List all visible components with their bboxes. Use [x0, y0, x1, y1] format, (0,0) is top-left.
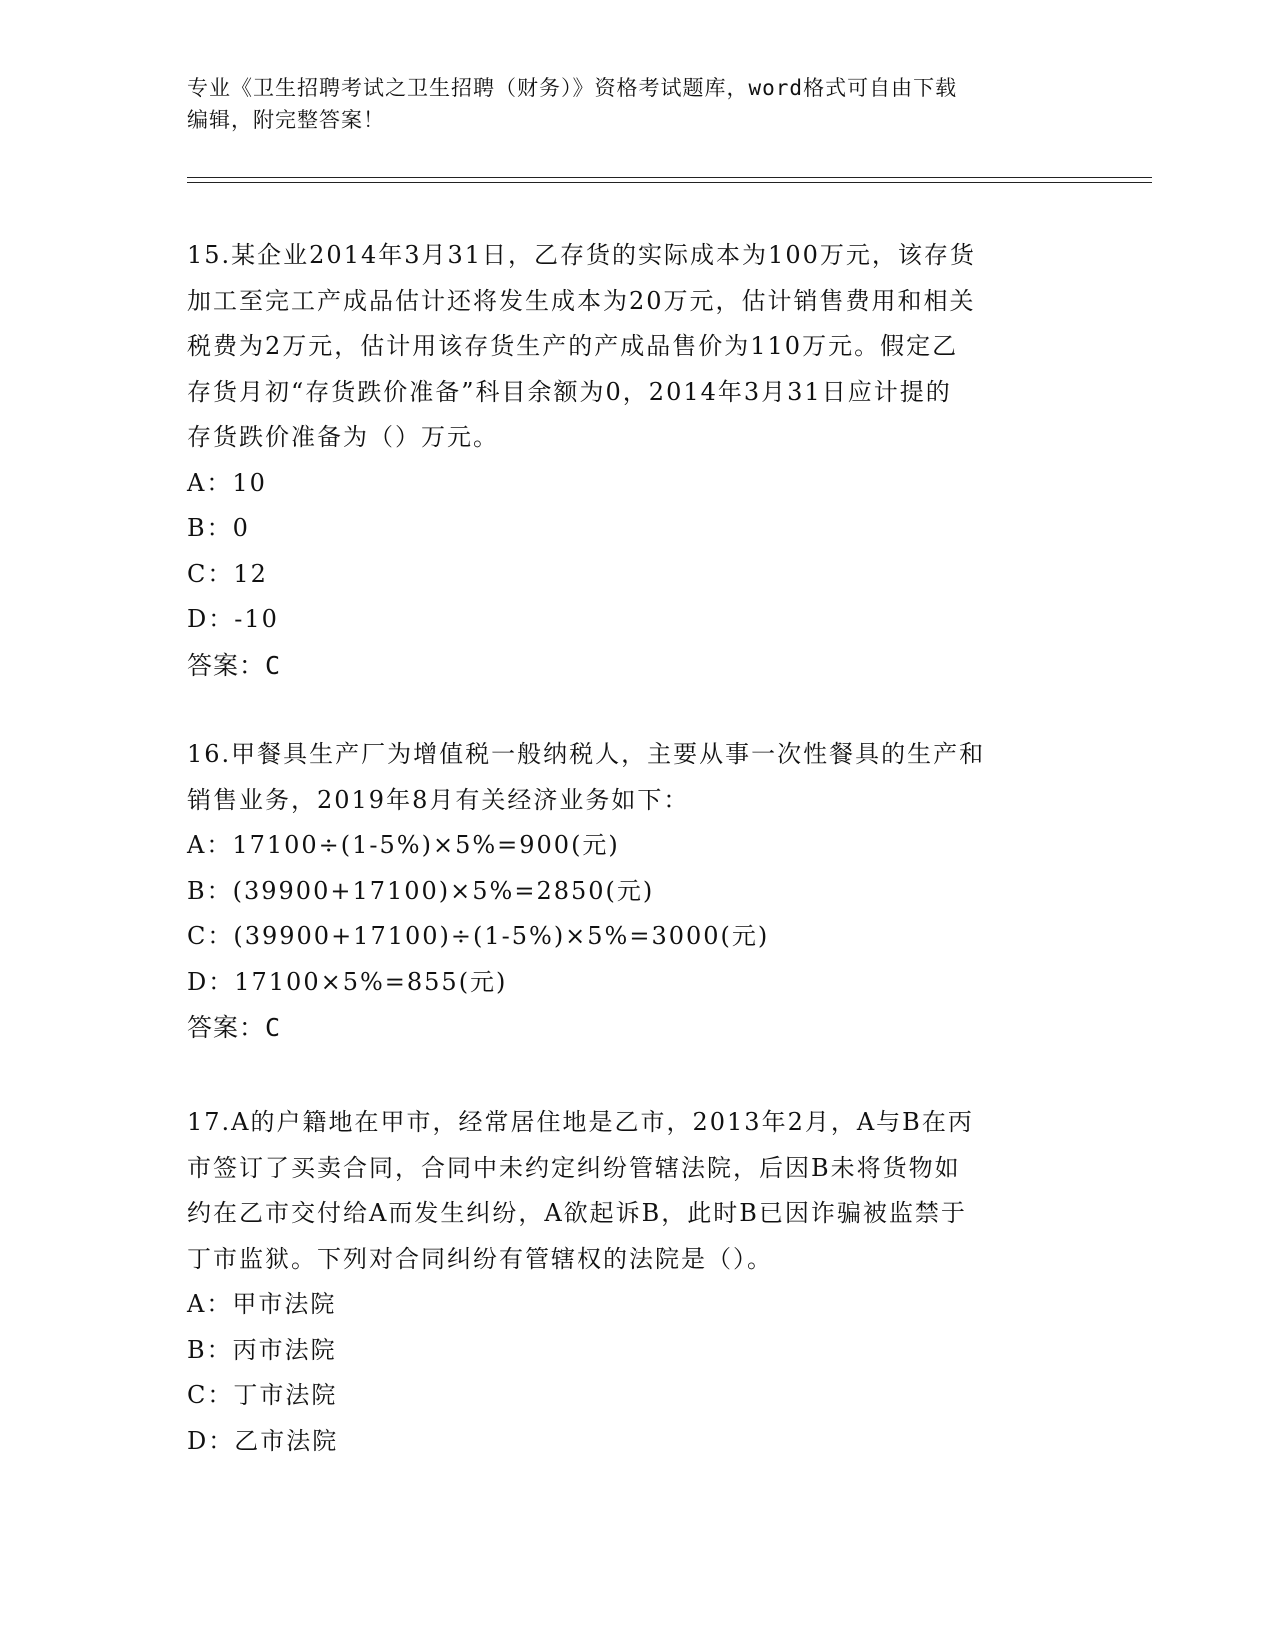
- stem-line: 15.某企业2014年3月31日，乙存货的实际成本为100万元，该存货: [187, 241, 976, 269]
- answer-line: 答案：C: [187, 650, 282, 680]
- question-stem: [187, 1100, 1087, 1282]
- stem-line: 存货月初“存货跌价准备”科目余额为0，2014年3月31日应计提的: [187, 377, 952, 406]
- stem-line: 市签订了买卖合同，合同中未约定纠纷管辖法院，后因B未将货物如: [187, 1153, 961, 1182]
- option-a: A：甲市法院: [187, 1290, 337, 1318]
- question-stem: [187, 233, 1087, 461]
- stem-line: 税费为2万元，估计用该存货生产的产成品售价为110万元。假定乙: [187, 332, 959, 360]
- option-c: C：(39900+17100)÷(1-5%)×5%=3000(元): [187, 922, 770, 950]
- document-header: [187, 72, 1067, 136]
- question-17: [187, 1100, 1087, 1464]
- option-d: D：17100×5%=855(元): [187, 967, 508, 996]
- header-divider-top: [187, 177, 1152, 178]
- option-b: B：0: [187, 514, 250, 542]
- question-stem: [187, 732, 1087, 823]
- question-16: [187, 732, 1087, 1051]
- stem-line: 17.A的户籍地在甲市，经常居住地是乙市，2013年2月，A与B在丙: [187, 1108, 974, 1136]
- stem-line: 16.甲餐具生产厂为增值税一般纳税人，主要从事一次性餐具的生产和: [187, 740, 986, 768]
- stem-line: 丁市监狱。下列对合同纠纷有管辖权的法院是（）。: [187, 1244, 773, 1273]
- option-b: B：(39900+17100)×5%=2850(元): [187, 876, 655, 905]
- stem-line: 加工至完工产成品估计还将发生成本为20万元，估计销售费用和相关: [187, 286, 976, 315]
- option-a: A：10: [187, 468, 267, 497]
- question-15: [187, 233, 1087, 688]
- stem-line: 销售业务，2019年8月有关经济业务如下：: [187, 785, 690, 814]
- answer-line: 答案：C: [187, 1013, 282, 1042]
- header-line-1: 专业《卫生招聘考试之卫生招聘（财务）》资格考试题库，word格式可自由下载: [187, 76, 958, 100]
- option-a: A：17100÷(1-5%)×5%=900(元): [187, 831, 620, 859]
- option-d: D：乙市法院: [187, 1426, 339, 1455]
- stem-line: 存货跌价准备为（）万元。: [187, 423, 499, 451]
- header-divider-bottom: [187, 182, 1152, 183]
- option-d: D：-10: [187, 605, 279, 633]
- header-line-2: 编辑，附完整答案！: [187, 108, 385, 132]
- option-c: C：12: [187, 559, 268, 588]
- option-c: C：丁市法院: [187, 1381, 338, 1409]
- option-b: B：丙市法院: [187, 1335, 337, 1364]
- stem-line: 约在乙市交付给A而发生纠纷，A欲起诉B，此时B已因诈骗被监禁于: [187, 1199, 967, 1227]
